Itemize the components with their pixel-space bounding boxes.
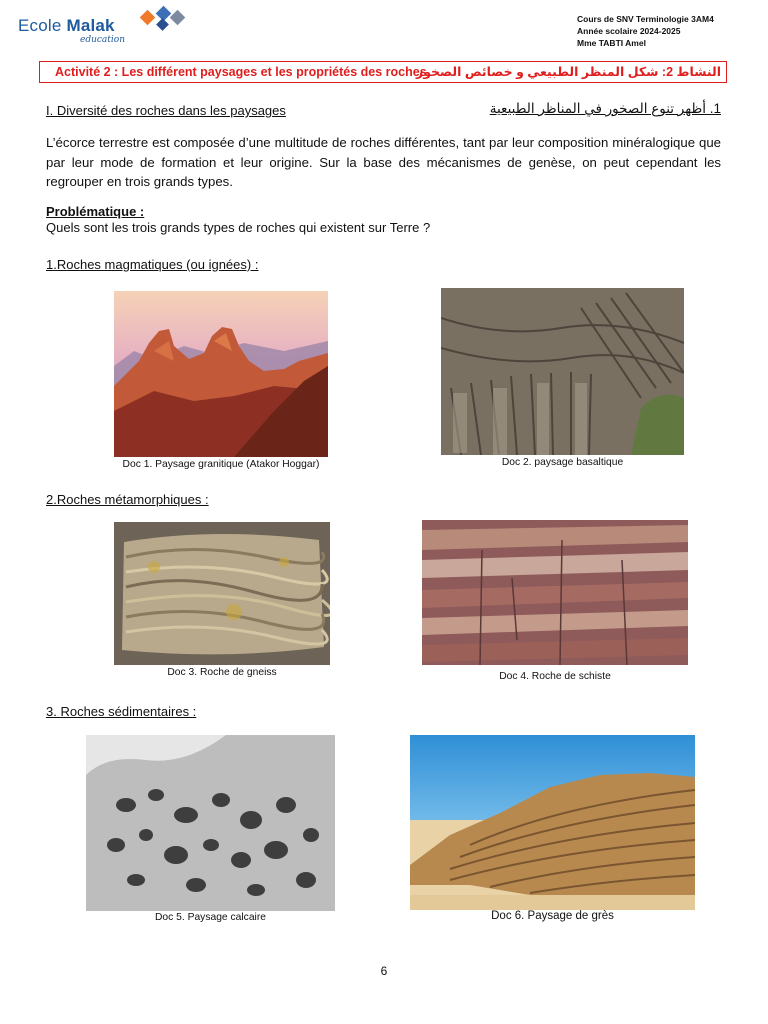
problem-label: Problématique :: [46, 204, 145, 219]
doc5-caption: Doc 5. Paysage calcaire: [154, 912, 267, 923]
doc3-gneiss-image: [114, 522, 330, 665]
doc6-caption: Doc 6. Paysage de grès: [491, 910, 614, 922]
logo-diamond-blue-2: [156, 18, 169, 31]
title-french: Activité 2 : Les différent paysages et les propriétés des roches: [55, 65, 427, 79]
heading-magmatic: 1.Roches magmatiques (ou ignées) :: [46, 257, 259, 272]
section-heading-ar: 1. أظهر تنوع الصخور في المناظر الطبيعية: [489, 101, 721, 116]
doc4-caption: Doc 4. Roche de schiste: [499, 671, 611, 682]
doc1-caption: Doc 1. Paysage granitique (Atakor Hoggar): [122, 459, 320, 470]
heading-metamorphic: 2.Roches métamorphiques :: [46, 492, 209, 507]
page-number: 6: [380, 964, 388, 978]
title-arabic: النشاط 2: شكل المنظر الطبيعي و خصائص الصخور: [416, 65, 721, 79]
section-heading-fr: I. Diversité des roches dans les paysages: [46, 103, 286, 118]
header-info: [577, 13, 714, 49]
logo-word-ecole: Ecole: [18, 16, 62, 35]
course-name: Cours de SNV Terminologie 3AM4: [577, 14, 714, 24]
logo-subtitle: education: [80, 35, 125, 45]
doc1-granite-image: [114, 291, 328, 457]
doc2-basalt-image: [441, 288, 684, 455]
logo-diamond-grey: [170, 10, 186, 26]
doc6-sandstone-image: [410, 735, 695, 910]
logo-diamond-orange: [140, 10, 156, 26]
problem-question: Quels sont les trois grands types de roches qui existent sur Terre ?: [46, 220, 431, 235]
intro-paragraph: L’écorce terrestre est composée d’une multitude de roches différentes, tant par leur composition minéralogique que par leur mode de formation et leur origine. Sur la base des mécanismes de genèse, on peut cependant les regrouper en trois grands types.: [46, 135, 721, 189]
teacher-name: Mme TABTI Amel: [577, 38, 646, 48]
doc5-limestone-image: [86, 735, 335, 911]
school-logo-text: [18, 16, 115, 36]
logo-word-malak: Malak: [66, 16, 115, 35]
school-year: Année scolaire 2024-2025: [577, 26, 681, 36]
doc4-schist-image: [422, 520, 688, 665]
heading-sedimentary: 3. Roches sédimentaires :: [46, 704, 197, 719]
doc3-caption: Doc 3. Roche de gneiss: [167, 667, 277, 678]
doc2-caption: Doc 2. paysage basaltique: [501, 457, 624, 468]
